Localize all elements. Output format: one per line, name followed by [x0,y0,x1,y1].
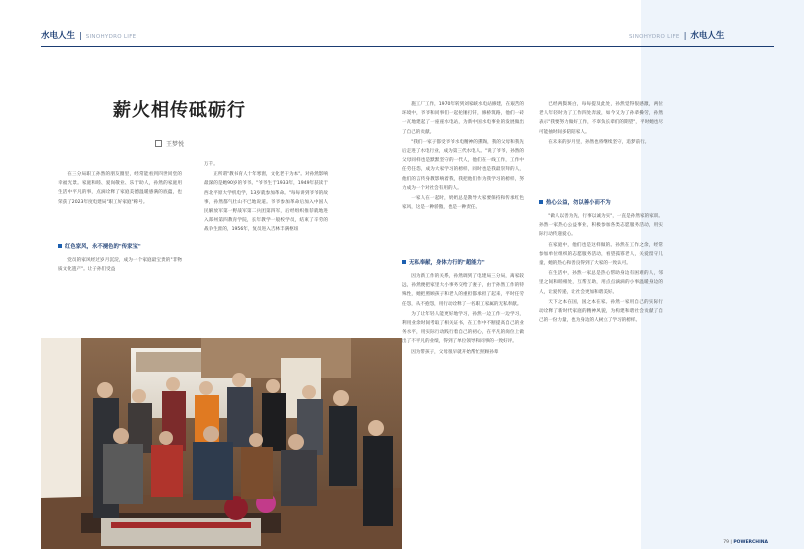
paragraph: 已经两鬓斑白，每每提及此处，孙然觉得很感激，两位老人年轻时为了工作四处奔波，如今又为了孙辈操劳，孙然表示"我要努力做好工作，不辜负长辈们的期望"，平时她也尽可能抽时间多陪陪家人。 [539,102,663,135]
author-name: 王梦悦 [166,141,185,148]
paragraph: 在家庭中，他们也是这样做的。孙然在工作之余，经常参加单位组织的志愿服务活动，看望孤寡老人，关爱留守儿童，她的热心和善良得到了大家的一致认可。 [539,242,663,267]
column-1 [58,170,182,228]
section-name: 水电人生 [690,31,725,41]
column-4 [539,100,663,190]
paragraph: "我们一家子都受爷爷水电精神的熏陶，我的父母和我先后走进了水电行业，成为第三代水电人。"说了爷爷，孙然的父母同样也是默默坚守的一代人，他们在一线工作，工作中任劳任怨，成为大家学习的榜样，同时也是我最崇拜的人，他们的言传身教影响着我，我把他们作为我学习的榜样，努力成为一个对社会有用的人。 [402,139,524,191]
footer-brand: POWERCHINA [733,540,768,545]
paragraph: 因为带孩子，父母很早就开始帮忙照顾孙辈 [411,349,499,355]
paragraph: 一家人在一起时，奶奶总是教导大家要保持和传承红色家风，这是一种骄傲，也是一种责任。 [402,196,524,211]
page-footer: 79 | POWERCHINA [723,540,768,545]
right-page [402,0,804,549]
section-heading-2 [402,258,485,266]
section-heading-text: 无私奉献，身体力行的"超能力" [409,260,485,266]
page-number: 79 [723,540,729,545]
section-name: 水电人生 [41,31,76,41]
paragraph: 天下之本在国，国之本在家。孙然一家用自己的实际行动诠释了新时代家庭的精神风貌，为构建和谐社会贡献了自己的一份力量，也为身边的人树立了学习的榜样。 [539,299,663,324]
column-1b [58,256,182,296]
column-3b [402,272,524,534]
bullet-square-icon [58,244,62,248]
header-left: 水电人生 | SINOHYDRO LIFE [41,31,137,41]
paragraph: 正所谓"教书育人十年寒窗，文化老干为本"。对孙然影响最深的是她90岁的爷爷。"爷爷生于1933年，1949年获读于西北平原大学机电学，13岁就参加革命。"每每讲到爷爷的故事，孙然都气壮山不已地说道。爷爷参加革命后加入中国人民解放军第一野战军第二兵团第四军，后经组织推荐就地进入郑州第四教育学院，长年教学一般校学员，结束了辛劳的战争生涯的，1956年，复员进入吉林丰满枢纽 [204,172,328,233]
author-byline [155,139,184,148]
column-4b [539,212,663,530]
header-right: SINOHYDRO LIFE | 水电人生 [629,31,725,41]
paragraph: 在生活中，孙然一家总是热心帮助身边有困难的人，邻里之间和睦相处，互帮互助，用点点滴滴的小事温暖身边的人，让爱传递，让社会更加和谐美好。 [539,271,663,295]
paragraph: 施工厂工作，1970年转到刘家峡水电站修建，在艰苦的环境中，爷爷和同事们一起抡锤打钎，修桥筑路，他们一砖一瓦地建起了一座座水电站，为新中国水电事业的发展做出了自己的贡献。 [402,102,524,135]
section-heading-3 [539,198,611,206]
paragraph: "做人以善为先，行事以诚为实"，一直是孙然家的家训。孙然一家热心公益事业，积极参加各类志愿服务活动，用实际行动传递爱心。 [539,214,663,238]
section-heading-text: 热心公益，勿以善小而不为 [546,200,611,206]
header-rule [402,46,774,47]
paragraph: 为了让年轻人能更好地学习，孙然一边工作一边学习，利用业余时间考取了相关证书，在工作中不断提高自己的业务水平，用实际行动践行着自己的初心，在平凡的岗位上做出了不平凡的业绩，得到了单位领导和同事的一致好评。 [402,311,524,345]
paragraph: 在未来的岁月里，孙然也将继续坚守，追梦前行。 [548,139,650,145]
bullet-square-icon [539,200,543,204]
paragraph: 万千。 [204,162,218,167]
paragraph: 党员的家风经过岁月沉淀，成为一个家庭最宝贵的"非物质文化遗产"。让子孙们受益 [58,258,182,273]
header-rule [41,46,402,47]
section-name-en: SINOHYDRO LIFE [85,34,137,40]
right-color-band [641,0,804,549]
column-2 [204,160,328,300]
section-heading-text: 红色家风，永不褪色的"传家宝" [65,244,141,250]
column-3 [402,100,524,260]
paragraph: 在三分局职工孙然的朋友圈里，经常能看到四世同堂的幸福光景。家庭和睦、爱岗敬业、乐于助人，孙然的家庭用生活中平凡的事，点滴诠释了家庭美德温暖感满的底蕴，也荣获了2023年度电建局"职工好家庭"称号。 [58,172,182,205]
article-title: 薪火相传砥砺行 [113,100,246,121]
family-photo [41,338,402,549]
paragraph: 因为新工作的关系，孙然调到了电建局三分局，离家较远，孙然便把家里大小事务交给了妻子，由于孙然工作的特殊性，她把照顾孩子和老人的重担都承担了起来，平时任劳任怨，从不抱怨，用行动诠释了一名职工家属的无私奉献。 [402,274,524,307]
section-heading-1 [58,242,141,250]
section-name-en: SINOHYDRO LIFE [629,34,680,40]
author-box-icon [155,140,162,147]
bullet-square-icon [402,260,406,264]
